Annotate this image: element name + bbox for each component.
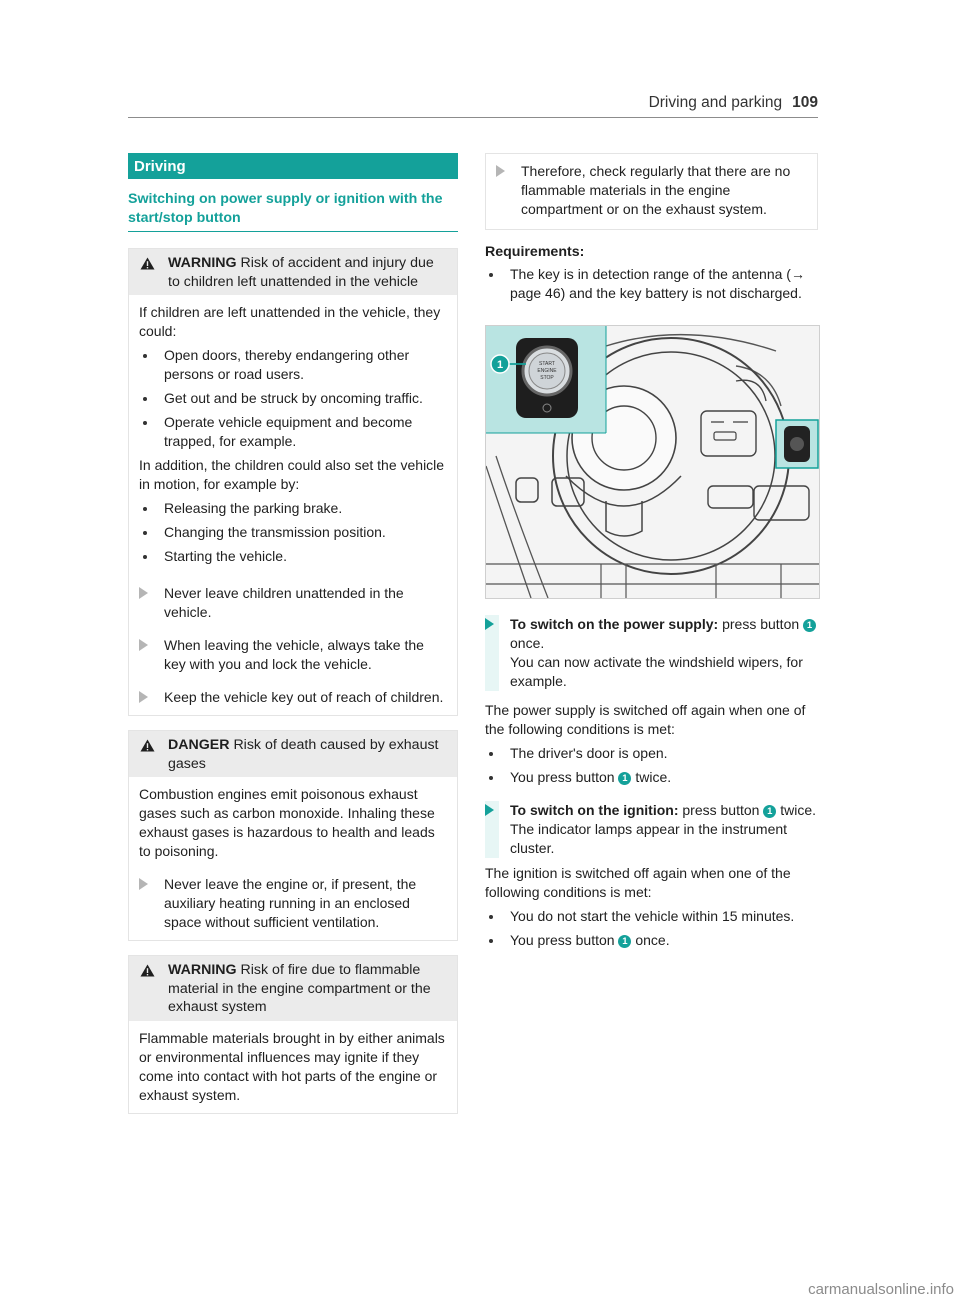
action-step: Never leave the engine or, if present, the auxiliary heating running in an enclosed space without sufficient ventilation. (139, 875, 447, 932)
warning-header (129, 249, 457, 295)
right-column (485, 153, 818, 955)
list-item: You press button 1 twice. (485, 768, 818, 787)
danger-header (129, 731, 457, 777)
list-item: Open doors, thereby endangering other persons or road users. (139, 346, 447, 384)
list-item: Changing the transmission position. (139, 523, 447, 542)
action-arrow-icon (485, 804, 494, 816)
button-text-engine: ENGINE (537, 368, 557, 374)
callout-number: 1 (763, 805, 776, 818)
callout-number: 1 (803, 619, 816, 632)
procedure-step-power-supply: To switch on the power supply: press button 1 once. You can now activate the windshield wipers, for example. (485, 615, 818, 691)
danger-box-exhaust (128, 730, 458, 941)
warning-title: Risk of accident and injury due to children left unattended in the vehicle (168, 255, 434, 290)
power-off-conditions (485, 744, 818, 787)
action-step: Therefore, check regularly that there are no flammable materials in the engine compartment or on the exhaust system. (496, 162, 807, 219)
running-header (649, 94, 818, 112)
action-arrow-icon (139, 587, 148, 599)
list-item: Releasing the parking brake. (139, 499, 447, 518)
button-text-stop: STOP (540, 375, 554, 381)
left-column (128, 153, 458, 1114)
list-item: You press button 1 once. (485, 931, 818, 950)
warning-keyword: WARNING (168, 962, 237, 978)
action-arrow-icon (496, 165, 505, 177)
header-rule (128, 117, 818, 118)
watermark: carmanualsonline.info (808, 1281, 954, 1298)
list-item: Operate vehicle equipment and become trapped, for example. (139, 413, 447, 451)
danger-title: Risk of death caused by exhaust gases (168, 737, 439, 772)
motion-list (139, 499, 447, 566)
warning-title: Risk of fire due to flammable material in the engine compartment or the exhaust system (168, 962, 431, 1015)
danger-keyword: DANGER (168, 737, 230, 753)
steering-wheel-illustration (485, 325, 820, 599)
warning-box-children (128, 248, 458, 716)
warning-continuation-box (485, 153, 818, 230)
cockpit-drawing (486, 326, 819, 598)
button-text-start: START (539, 361, 555, 367)
warning-intro2: In addition, the children could also set the vehicle in motion, for example by: (139, 457, 445, 492)
danger-body: Combustion engines emit poisonous exhaust gases such as carbon monoxide. Inhaling these exhaust gases is hazardous to health and leads to poisoning. (139, 786, 435, 859)
action-arrow-icon (139, 878, 148, 890)
ignition-off-intro: The ignition is switched off again when one of the following conditions is met: (485, 865, 791, 900)
action-step: When leaving the vehicle, always take the key with you and lock the vehicle. (139, 636, 447, 674)
action-arrow-icon (139, 639, 148, 651)
requirements-title: Requirements: (485, 244, 585, 260)
warning-triangle-icon (140, 964, 155, 977)
warning-body: Flammable materials brought in by either animals or environmental influences may ignite if they come into contact with hot parts of the engine or exhaust system. (139, 1029, 445, 1103)
action-step: Keep the vehicle key out of reach of children. (139, 688, 447, 707)
list-item: The key is in detection range of the antenna (→ page 46) and the key battery is not discharged. (485, 265, 818, 303)
action-arrow-icon (485, 618, 494, 630)
warning-triangle-icon (140, 739, 155, 752)
page-number: 109 (792, 94, 818, 111)
list-item: Starting the vehicle. (139, 547, 447, 566)
chapter-title: Driving and parking (648, 94, 783, 111)
list-item: The driver's door is open. (485, 744, 818, 763)
action-step: Never leave children unattended in the vehicle. (139, 584, 447, 622)
procedure-step-ignition: To switch on the ignition: press button 1 twice. The indicator lamps appear in the instrument cluster. (485, 801, 818, 858)
figure-callout-1: 1 (496, 359, 504, 371)
warning-intro: If children are left unattended in the vehicle, they could: (139, 304, 441, 339)
risk-list (139, 346, 447, 451)
requirements-list (485, 265, 818, 303)
subsection-heading: Switching on power supply or ignition with the start/stop button (128, 190, 458, 232)
list-item: Get out and be struck by oncoming traffic. (139, 389, 447, 408)
warning-triangle-icon (140, 257, 155, 270)
warning-keyword: WARNING (168, 255, 237, 271)
warning-header (129, 956, 457, 1021)
list-item: You do not start the vehicle within 15 minutes. (485, 907, 818, 926)
section-title: Driving (128, 153, 458, 179)
action-arrow-icon (139, 691, 148, 703)
warning-box-fire (128, 955, 458, 1114)
ignition-off-conditions (485, 907, 818, 950)
power-off-intro: The power supply is switched off again when one of the following conditions is met: (485, 702, 806, 737)
